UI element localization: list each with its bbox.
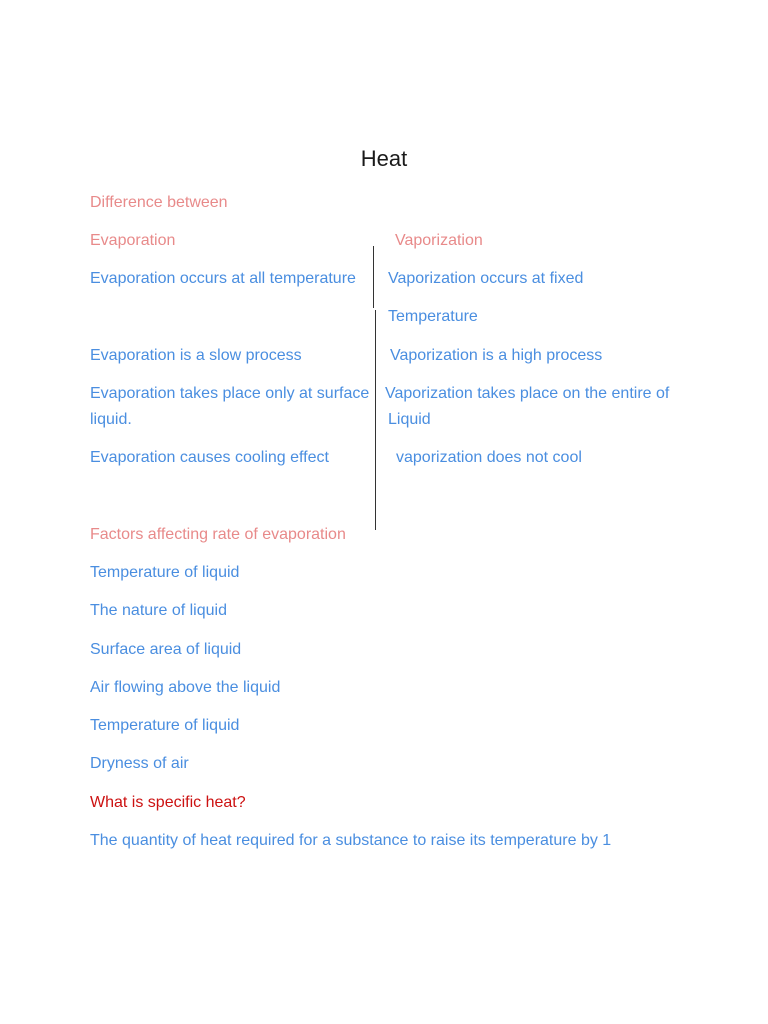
factor-item: Dryness of air <box>90 755 189 772</box>
specific-heat-question: What is specific heat? <box>90 794 246 811</box>
page-title: Heat <box>360 146 408 171</box>
comparison-heading: Difference between <box>90 194 228 211</box>
comparison-row-left: Evaporation causes cooling effect <box>90 449 329 466</box>
factors-heading: Factors affecting rate of evaporation <box>90 526 346 543</box>
comparison-row-right: Vaporization is a high process <box>390 347 603 364</box>
factor-item: The nature of liquid <box>90 602 227 619</box>
comparison-row-right: Vaporization occurs at fixed <box>388 270 584 287</box>
comparison-row-left: Evaporation takes place only at surface <box>90 385 370 402</box>
left-column-header: Evaporation <box>90 232 176 249</box>
column-divider-bottom <box>375 310 376 530</box>
column-divider-top <box>373 246 374 308</box>
comparison-row-right: Temperature <box>388 308 478 325</box>
comparison-row-left: liquid. <box>90 411 132 428</box>
factor-item: Temperature of liquid <box>90 717 240 734</box>
comparison-row-right: Vaporization takes place on the entire of <box>385 385 670 402</box>
factor-item: Air flowing above the liquid <box>90 679 281 696</box>
comparison-row-left: Evaporation is a slow process <box>90 347 302 364</box>
comparison-row-left: Evaporation occurs at all temperature <box>90 270 356 287</box>
right-column-header: Vaporization <box>395 232 483 249</box>
specific-heat-answer: The quantity of heat required for a substance to raise its temperature by 1 <box>90 832 612 849</box>
comparison-row-right: Liquid <box>388 411 431 428</box>
factor-item: Temperature of liquid <box>90 564 240 581</box>
comparison-row-right: vaporization does not cool <box>396 449 582 466</box>
factor-item: Surface area of liquid <box>90 641 242 658</box>
